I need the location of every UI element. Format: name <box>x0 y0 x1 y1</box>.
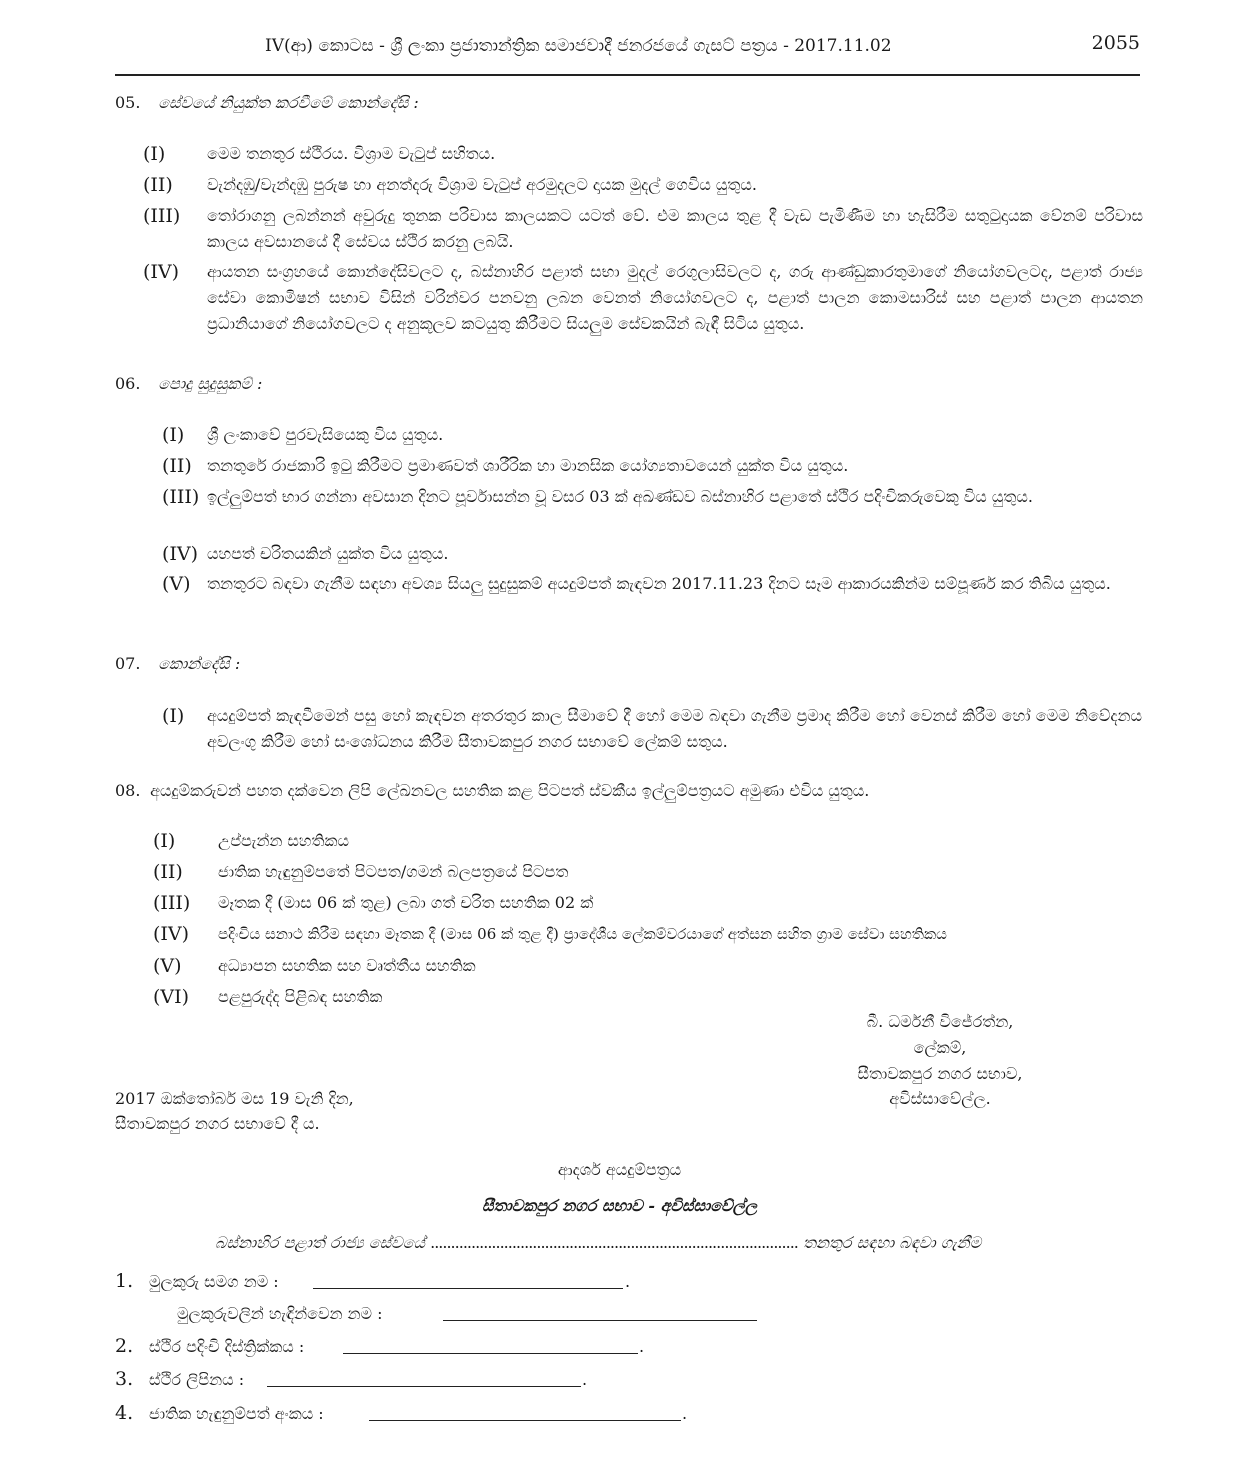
item-text: මෙම තනතුර ස්ථිරය. විශ්‍රාම වැටුප් සහිතය. <box>207 144 496 163</box>
section-title: කොන්දේසි : <box>158 654 241 673</box>
date-place: සීතාවකපුර නගර සභාවේ දී ය. <box>115 1114 320 1133</box>
field-label: ස්ථිර පදිංචි දිස්ත්‍රික්කය : <box>149 1337 305 1356</box>
item-numeral: (V) <box>153 955 182 977</box>
section-number: 07. <box>115 654 141 673</box>
post-line <box>215 1230 1115 1256</box>
page-number: 2055 <box>1091 32 1140 54</box>
section-05-heading <box>115 93 419 113</box>
section-intro: අයදුම්කරුවන් පහත දක්වෙන ලිපි ලේඛනවල සහතික කළ පිටපත් ස්වකීය ඉල්ලුම්පත්‍රයට අමුණා එවිය යුතුය. <box>150 781 870 800</box>
item-numeral: (IV) <box>162 543 199 565</box>
item-numeral: (I) <box>162 424 185 446</box>
item-numeral: (III) <box>162 486 200 508</box>
form-title: ආදර්ශ අයදුම්පත්‍රය <box>557 1160 682 1179</box>
permanent-district-field[interactable] <box>343 1353 638 1354</box>
item-numeral: (VI) <box>153 986 190 1008</box>
field-label: මුලකුරුවලින් හැඳින්වෙන නම : <box>177 1304 383 1323</box>
name-denoted-by-initials-field[interactable] <box>443 1320 757 1321</box>
section-06-heading <box>115 374 262 394</box>
form-field-permanent-district: 2. ස්ථිර පදිංචි දිස්ත්‍රික්කය : . <box>115 1335 645 1357</box>
signatory-title: ලේකම්, <box>913 1038 967 1057</box>
field-number: 4. <box>115 1402 134 1424</box>
name-with-initials-field[interactable] <box>313 1288 623 1289</box>
item-text: පදිංචිය සනාථ කිරීම සඳහා මෑතක දී (මාස 06 ක් තුළ දී) ප්‍රාදේශීය ලේකම්වරයාගේ අත්සන සහිත ග්‍රාම සේවා සහතිකය <box>218 925 947 943</box>
section-title: පොදු සුදුසුකම් : <box>158 374 263 393</box>
permanent-address-field[interactable] <box>267 1386 581 1387</box>
form-subtitle: සීතාවකපුර නගර සභාව - අවිස්සාවේල්ල <box>481 1196 758 1215</box>
item-text: මෑතක දී (මාස 06 ක් තුළ) ලබා ගත් චරිත සහතික 02 ක් <box>218 893 594 912</box>
section-07-heading <box>115 654 240 674</box>
item-numeral: (II) <box>143 174 173 196</box>
date-line: 2017 ඔක්තෝබර් මස 19 වැනි දින, <box>115 1089 354 1108</box>
item-text: උප්පැන්න සහතිකය <box>218 831 349 850</box>
item-text: අධ්‍යාපන සහතික සහ වෘත්තීය සහතික <box>218 956 476 975</box>
item-numeral: (V) <box>162 573 191 595</box>
item-numeral: (IV) <box>143 261 180 283</box>
form-field-permanent-address: 3. ස්ථිර ලිපිනය : . <box>115 1368 588 1390</box>
item-text: යහපත් චරිතයකින් යුක්ත විය යුතුය. <box>207 544 449 563</box>
form-field-name-denoted-by-initials <box>115 1304 765 1328</box>
field-number: 3. <box>115 1368 134 1390</box>
field-label: ස්ථිර ලිපිනය : <box>149 1370 245 1389</box>
signatory-organization: සීතාවකපුර නගර සභාව, <box>857 1064 1023 1083</box>
form-field-nic-number: 4. ජාතික හැඳුනුම්පත් අංකය : . <box>115 1402 688 1424</box>
section-title: සේවයේ නියුක්ත කරවීමේ කොන්දේසි : <box>158 93 419 112</box>
post-suffix: තනතුර සඳහා බඳවා ගැනීම <box>802 1233 982 1252</box>
item-numeral: (I) <box>153 830 176 852</box>
page-header <box>115 30 1140 76</box>
item-numeral: (I) <box>143 143 166 165</box>
item-text: ශ්‍රී ලංකාවේ පුරවැසියෙකු විය යුතුය. <box>207 425 444 444</box>
post-prefix: බස්නාහිර පළාත් රාජ්‍ය සේවයේ <box>215 1233 426 1252</box>
signatory-name: බී. ධර්මනී විජේරත්න, <box>866 1012 1014 1031</box>
section-number: 08. <box>115 781 141 800</box>
nic-number-field[interactable] <box>369 1420 681 1421</box>
item-text: තෝරාගනු ලබන්නන් අවුරුදු තුනක පරිවාස කාලයකට යටත් වේ. එම කාලය තුළ දී වැඩ පැමිණීම හා හැසිරීම සතුටුදායක වේනම් පරිවාස කාලය අවසානයේ දී සේවය ස්ථිර කරනු ලබයි. <box>207 206 1143 251</box>
field-number: 2. <box>115 1335 134 1357</box>
item-numeral: (III) <box>143 205 181 227</box>
item-numeral: (II) <box>162 455 192 477</box>
item-text: ඉල්ලුම්පත් භාර ගන්නා අවසාන දිනට පූර්වාසන්න වූ වසර 03 ක් අඛණ්ඩව බස්නාහිර පළාතේ ස්ථිර පදිංචිකරුවෙකු විය යුතුය. <box>207 487 1033 506</box>
form-field-name-with-initials: 1. මුලකුරු සමග නම : . <box>115 1270 631 1292</box>
field-label: මුලකුරු සමග නම : <box>149 1272 279 1291</box>
item-text: අයදුම්පත් කැඳවීමෙන් පසු හෝ කැඳවන අතරතුර කාල සීමාවේ දී හෝ මෙම බඳවා ගැනීම ප්‍රමාද කිරීම හෝ වෙනස් කිරීම හෝ මෙම නිවේදනය අවලංගු කිරීම හෝ සංශෝධනය කිරීම සීතාවකපුර නගර සභාවේ ලේකම් සතුය. <box>207 706 1142 751</box>
signatory-place: අවිස්සාවේල්ල. <box>889 1089 991 1108</box>
header-title: IV(ආ) කොටස - ශ්‍රී ලංකා ප්‍රජාතාන්ත්‍රික සමාජවාදී ජනරජයේ ගැසට් පත්‍රය - 2017.11.02 <box>265 36 892 56</box>
section-number: 05. <box>115 93 141 112</box>
field-label: ජාතික හැඳුනුම්පත් අංකය : <box>149 1404 324 1423</box>
item-text: පළපුරුද්ද පිළිබඳ සහතික <box>218 987 383 1006</box>
item-text: තනතුරේ රාජකාරි ඉටු කිරීමට ප්‍රමාණවත් ශාරීරික හා මානසික යෝග්‍යතාවයෙන් යුක්ත විය යුතුය. <box>207 456 849 475</box>
item-text: ජාතික හැඳුනුම්පතේ පිටපත/ගමන් බලපත්‍රයේ පිටපත <box>218 862 569 881</box>
item-text: තනතුරට බඳවා ගැනීම සඳහා අවශ්‍ය සියලු සුදුසුකම් අයදුම්පත් කැඳවන 2017.11.23 දිනට සෑම ආකාරයකින්ම සම්පූර්ණ කර තිබිය යුතුය. <box>207 574 1111 593</box>
item-numeral: (I) <box>162 705 185 727</box>
item-text: වැන්දඹු/වැන්දඹු පුරුෂ හා අනත්දරු විශ්‍රාම වැටුප් අරමුදලට දායක මුදල් ගෙවිය යුතුය. <box>207 175 758 194</box>
item-numeral: (II) <box>153 861 183 883</box>
section-number: 06. <box>115 374 141 393</box>
item-numeral: (III) <box>153 892 191 914</box>
item-numeral: (IV) <box>153 923 190 945</box>
post-dots: .......................................................................................... <box>430 1233 798 1252</box>
item-text: ආයතන සංග්‍රහයේ කොන්දේසිවලට ද, බස්නාහිර පළාත් සභා මුදල් රෙගුලාසිවලට ද, ගරු ආණ්ඩුකාරතුමාගේ නියෝගවලටද, පළාත් රාජ්‍ය සේවා කොමිෂන් සභාව විසින් වරින්වර පනවනු ලබන වෙනත් නියෝගවලට ද, පළාත් පාලන කොමසාරිස් සහ පළාත් පාලන ආයතන ප්‍රධානියාගේ නියෝගවලට ද අනුකූලව කටයුතු කිරීමට සියලුම සේවකයින් බැඳී සිටිය යුතුය. <box>207 262 1143 333</box>
section-08-heading <box>115 778 1145 804</box>
field-number: 1. <box>115 1270 134 1292</box>
